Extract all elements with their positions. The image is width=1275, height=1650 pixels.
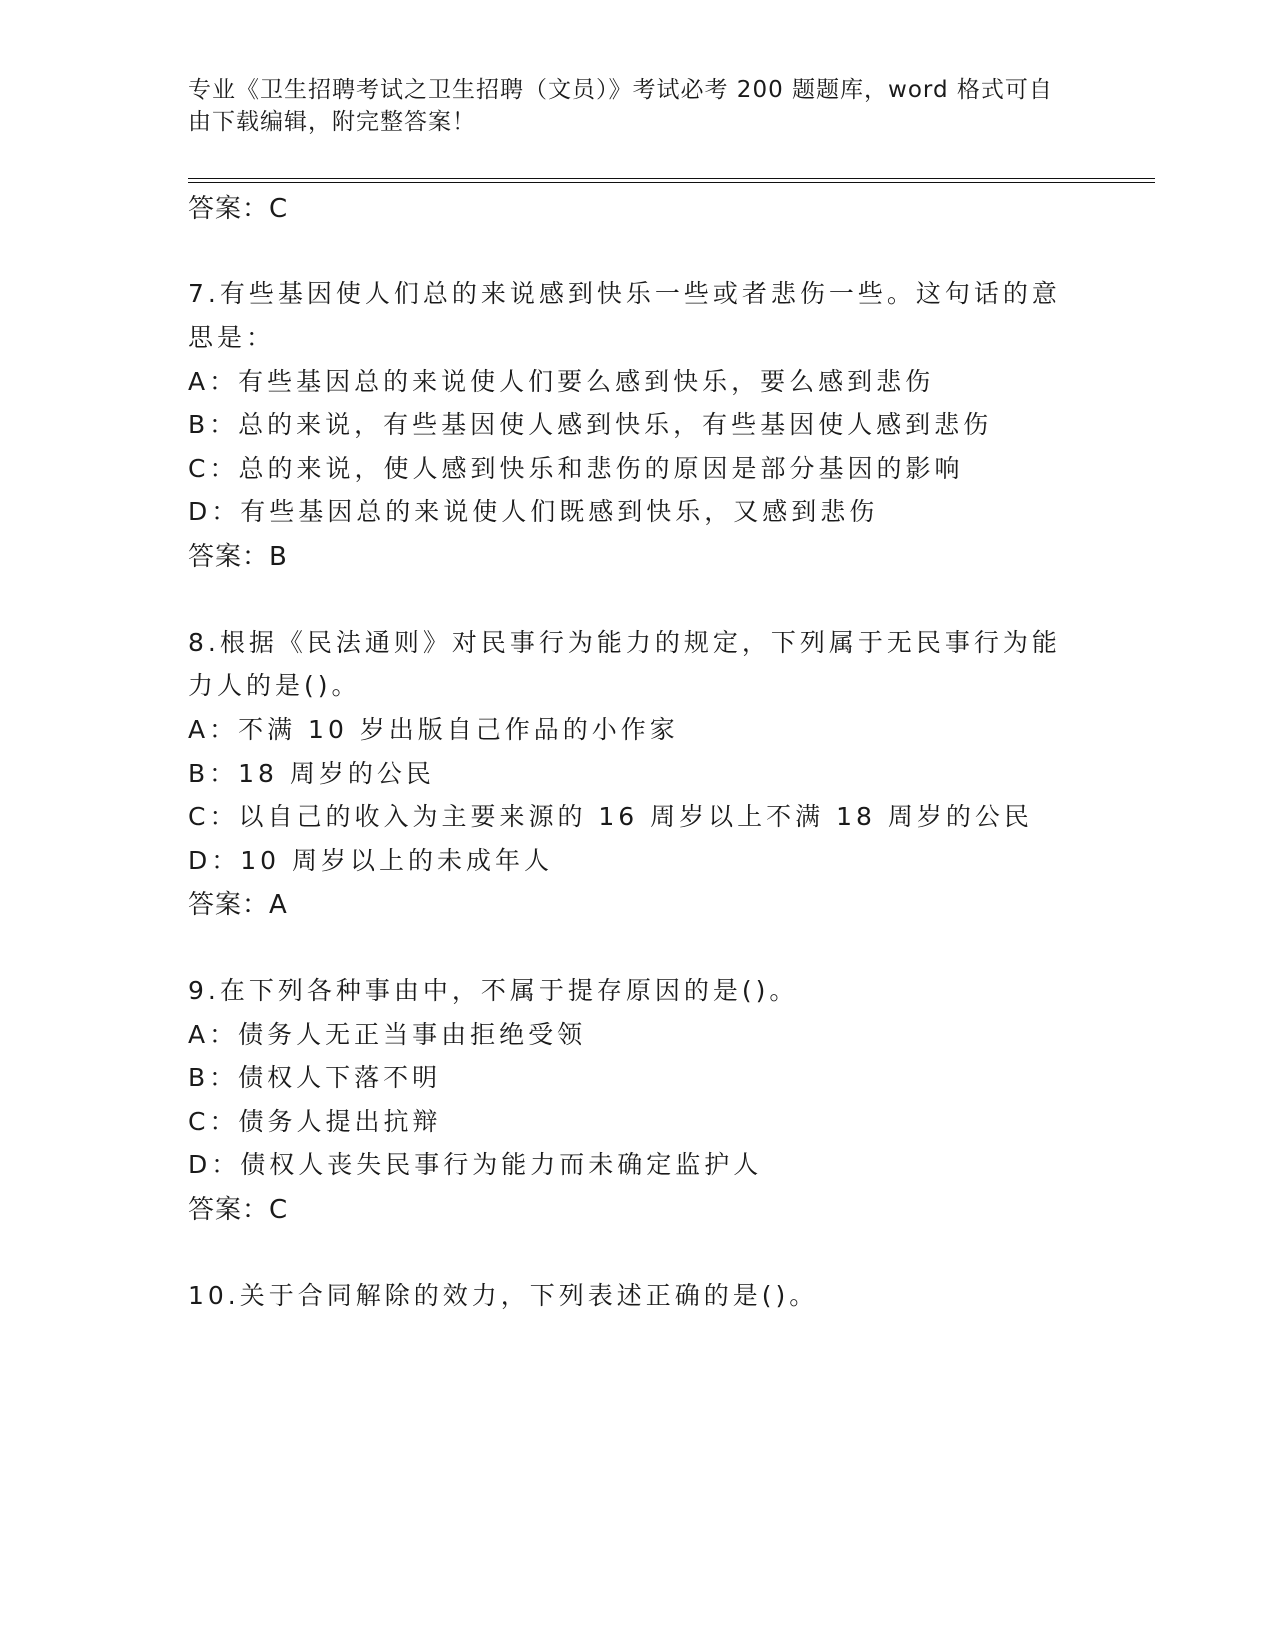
question-7-option-a: A：有些基因总的来说使人们要么感到快乐，要么感到悲伤 — [188, 367, 935, 396]
question-9-option-a: A：债务人无正当事由拒绝受领 — [188, 1020, 587, 1049]
question-9-option-c: C：债务人提出抗辩 — [188, 1107, 442, 1136]
question-8-text-line2: 力人的是()。 — [188, 671, 361, 700]
question-7-option-c: C：总的来说，使人感到快乐和悲伤的原因是部分基因的影响 — [188, 454, 964, 483]
question-7-option-b: B：总的来说，有些基因使人感到快乐，有些基因使人感到悲伤 — [188, 410, 993, 439]
question-8-option-b: B：18 周岁的公民 — [188, 759, 435, 788]
question-7-text-line1: 7.有些基因使人们总的来说感到快乐一些或者悲伤一些。这句话的意 — [188, 279, 1061, 308]
question-7-text-line2: 思是： — [188, 323, 276, 352]
question-8-option-a: A：不满 10 岁出版自己作品的小作家 — [188, 715, 679, 744]
question-9-text-line1: 9.在下列各种事由中，不属于提存原因的是()。 — [188, 976, 799, 1005]
question-8-text-line1: 8.根据《民法通则》对民事行为能力的规定，下列属于无民事行为能 — [188, 628, 1061, 657]
answer-previous: 答案：C — [188, 194, 289, 224]
question-9-option-d: D：债权人丧失民事行为能力而未确定监护人 — [188, 1150, 763, 1179]
question-7-answer: 答案：B — [188, 542, 288, 572]
question-10-text-line1: 10.关于合同解除的效力，下列表述正确的是()。 — [188, 1281, 819, 1310]
question-7-option-d: D：有些基因总的来说使人们既感到快乐，又感到悲伤 — [188, 497, 879, 526]
question-9-answer: 答案：C — [188, 1195, 289, 1225]
question-8-option-c: C：以自己的收入为主要来源的 16 周岁以上不满 18 周岁的公民 — [188, 802, 1033, 831]
question-9-option-b: B：债权人下落不明 — [188, 1063, 442, 1092]
question-8-answer: 答案：A — [188, 890, 288, 920]
document-header: 专业《卫生招聘考试之卫生招聘（文员）》考试必考 200 题题库，word 格式可自由下载编辑，附完整答案！ — [188, 77, 1053, 135]
question-8-option-d: D：10 周岁以上的未成年人 — [188, 846, 554, 875]
header-rule-top — [188, 178, 1155, 179]
header-rule-bottom — [188, 182, 1155, 183]
